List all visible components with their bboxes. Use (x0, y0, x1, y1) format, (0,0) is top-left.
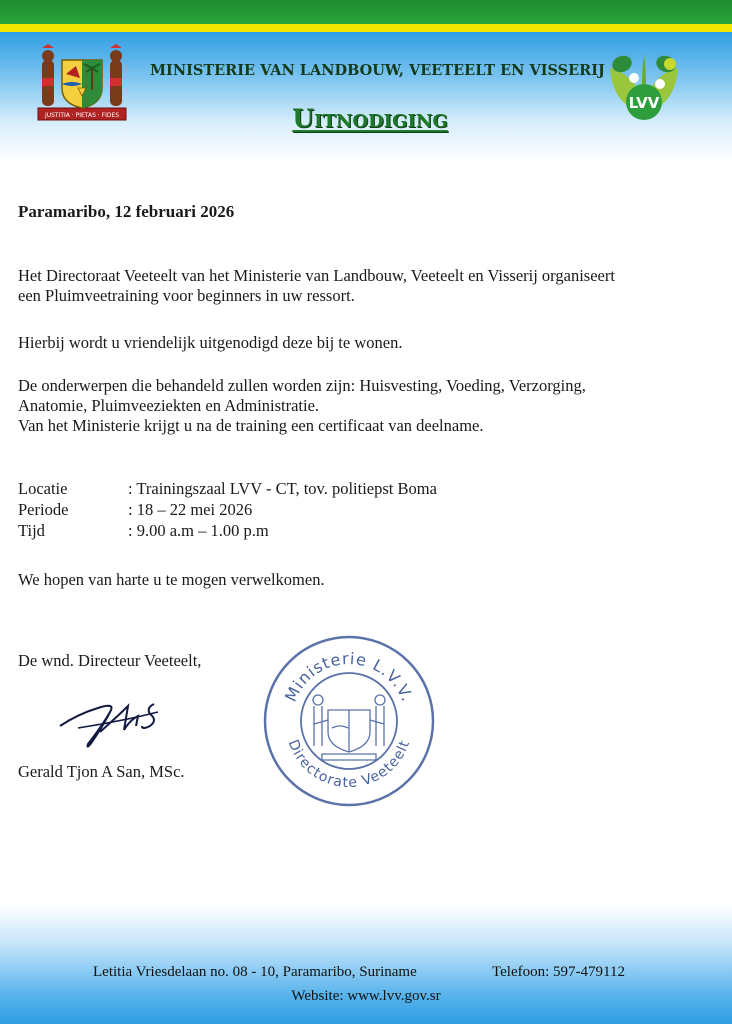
lvv-logo-text: LVV (628, 94, 660, 112)
footer-phone: Telefoon: 597-479112 (492, 964, 625, 980)
detail-value: : 18 – 22 mei 2026 (128, 500, 253, 519)
top-yellow-band (0, 24, 732, 32)
detail-row-location (18, 478, 437, 499)
detail-label: Locatie (18, 479, 68, 498)
event-details (18, 478, 437, 541)
paragraph-topics-line: Anatomie, Pluimveeziekten en Administratie. (18, 396, 320, 415)
page-title: Uitnodiging (292, 104, 448, 133)
svg-text:Ministerie L.V.V. (281, 649, 417, 705)
detail-label: Tijd (18, 521, 45, 540)
stamp-bottom-text: Directorate Veeteelt (284, 737, 414, 792)
signoff-title: De wnd. Directeur Veeteelt, (18, 651, 202, 670)
detail-row-period (18, 499, 437, 520)
official-stamp-icon (262, 634, 436, 808)
detail-label: Periode (18, 500, 69, 519)
paragraph-intro (18, 266, 718, 306)
paragraph-topics (18, 376, 718, 436)
closing-line: We hopen van harte u te mogen verwelkomen. (18, 570, 325, 589)
ministry-name: MINISTERIE VAN LANDBOUW, VEETEELT EN VISSERIJ (150, 62, 605, 79)
paragraph-topics-line: Van het Ministerie krijgt u na de training een certificaat van deelname. (18, 416, 484, 435)
coat-of-arms-icon (36, 44, 128, 122)
letter-date: Paramaribo, 12 februari 2026 (18, 202, 235, 221)
detail-value: : 9.00 a.m – 1.00 p.m (128, 521, 269, 540)
signer-name: Gerald Tjon A San, MSc. (18, 762, 185, 781)
paragraph-intro-line: een Pluimveetraining voor beginners in uw ressort. (18, 286, 355, 305)
paragraph-invitation: Hierbij wordt u vriendelijk uitgenodigd deze bij te wonen. (18, 333, 403, 352)
footer-address: Letitia Vriesdelaan no. 08 - 10, Paramaribo, Suriname (93, 964, 417, 980)
lvv-logo-icon (604, 44, 684, 128)
detail-row-time (18, 520, 437, 541)
top-green-band (0, 0, 732, 24)
detail-value: : Trainingszaal LVV - CT, tov. politiepst Boma (128, 479, 437, 498)
footer-website-link[interactable]: Website: www.lvv.gov.sr (291, 988, 441, 1004)
signature-icon (58, 686, 188, 756)
coat-motto: JUSTITIA · PIETAS · FIDES (44, 112, 120, 119)
paragraph-intro-line: Het Directoraat Veeteelt van het Ministerie van Landbouw, Veeteelt en Visserij organiseert (18, 266, 615, 285)
stamp-top-text: Ministerie L.V.V. (280, 648, 418, 705)
paragraph-topics-line: De onderwerpen die behandeld zullen worden zijn: Huisvesting, Voeding, Verzorging, (18, 376, 586, 395)
